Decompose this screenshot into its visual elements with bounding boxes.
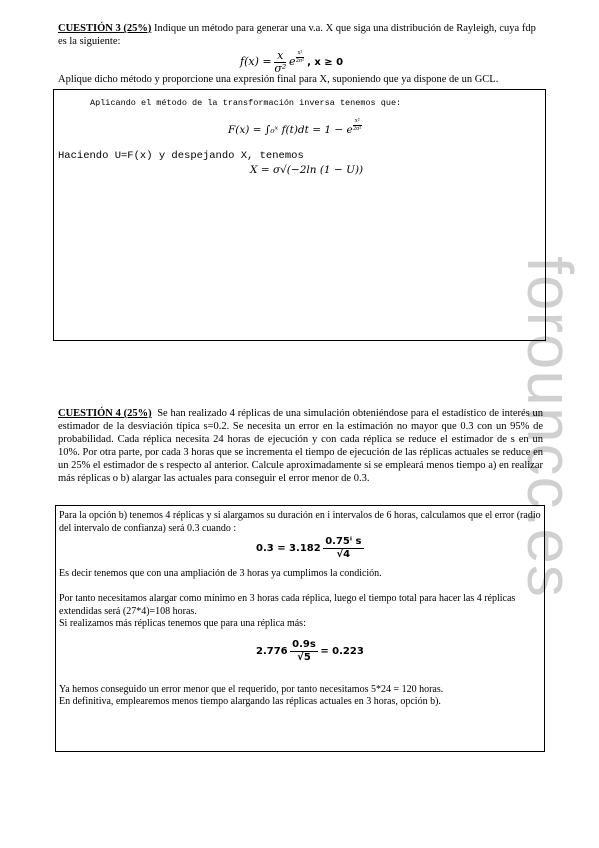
formula-lhs: f(x) =	[240, 55, 272, 69]
q4-ans-p4: Si realizamos más réplicas tenemos que para una réplica más:	[59, 618, 306, 629]
q4-ans-p3: Por tanto necesitamos alargar como mínimo en 3 horas cada réplica, luego el tiempo total para hacer las 4 réplicas extendidas será (27*4)=108 horas.	[59, 593, 516, 617]
q3-title: CUESTIÓN 3 (25%)	[58, 23, 152, 34]
q4-title: CUESTIÓN 4 (25%)	[58, 408, 152, 419]
q3-statement-2: Aplique dicho método y proporcione una expresión final para X, suponiendo que ya dispone de un GCL.	[58, 74, 499, 85]
watermark-text: forouncc.es	[514, 256, 586, 598]
q4-statement	[58, 407, 543, 485]
formula-exp-num: x²	[297, 50, 303, 57]
q4-ans-p5: Ya hemos conseguido un error menor que el requerido, por tanto necesitamos 5*24 = 120 horas.	[59, 684, 444, 695]
q3-answer-intro: Aplicando el método de la transformación inversa tenemos que:	[90, 98, 402, 108]
f1-fraction	[323, 536, 363, 561]
f1-den: √4	[336, 549, 351, 560]
q4-statement-text: Se han realizado 4 réplicas de una simulación obteniéndose para el estadístico de interés un estimador de la desviación típica s=0.2. Se necesita un error en la estimación no mayor que 0.3 con un 95% de probabilidad. Cada réplica necesita 24 horas de ejecución y con cada réplica se reduce el estimador de s en un 10%. Por otra parte, por cada 3 horas que se incrementa el tiempo de ejecución de las réplicas actuales se reduce en un 25% el estimador de s respecto al anterior. Calcule aproximadamente si se empleará menos tiempo a) en realizar más réplicas o b) alargar las actuales para conseguir el error menor de 0.3.	[58, 408, 544, 484]
q4-answer-box	[55, 505, 545, 752]
formula-exp	[296, 50, 305, 65]
q3-answer-line2: Haciendo U=F(x) y despejando X, tenemos	[58, 150, 304, 162]
f2-rhs: = 0.223	[320, 645, 364, 657]
cdf-exp-den: 2σ²	[353, 126, 362, 132]
q3-statement-1: Indique un método para generar una v.a. X que siga una distribución de Rayleigh, cuya fdp es la siguiente:	[58, 23, 536, 47]
q3-formula: f(x) = $\frac{x}{\text{σ²}}$ e $^{\frac{\text{x²}}{\text{2σ²}}}$ , x ≥ 0	[240, 49, 344, 75]
formula-cond: , x ≥ 0	[307, 57, 344, 69]
f1-lhs: 0.3 = 3.182	[256, 542, 321, 554]
q3-statement	[58, 22, 542, 48]
q3-answer-cdf	[228, 118, 362, 136]
q3-answer-result: X = σ√(−2ln (1 − U))	[250, 164, 364, 176]
formula-num: x	[274, 50, 286, 63]
f1-num: 0.75ⁱ s	[325, 536, 362, 547]
cdf-exp	[353, 118, 362, 133]
q4-ans-p6: En definitiva, emplearemos menos tiempo alargando las réplicas actuales en 3 horas, opción b).	[59, 696, 441, 707]
f2-lhs: 2.776	[256, 645, 288, 657]
q4-formula-1	[256, 536, 364, 561]
q4-formula-2	[256, 639, 364, 664]
formula-den: σ²	[274, 62, 287, 75]
cdf-expression: F(x) = ∫₀ˣ f(t)dt = 1 − e	[228, 123, 353, 136]
formula-fraction	[274, 50, 286, 75]
q4-ans-p1: Para la opción b) tenemos 4 réplicas y si alargamos su duración en i intervalos de 6 horas, calculamos que el error (radio del intervalo de confianza) será 0.3 cuando :	[59, 510, 541, 534]
q4-ans-p2: Es decir tenemos que con una ampliación de 3 horas ya cumplimos la condición.	[59, 568, 382, 579]
f2-fraction	[290, 639, 318, 664]
f2-num: 0.9s	[292, 639, 316, 650]
f2-den: √5	[297, 652, 311, 663]
q3-answer-box	[53, 89, 546, 341]
cdf-exp-num: x²	[354, 118, 360, 124]
formula-exp-den: 2σ²	[295, 58, 304, 65]
